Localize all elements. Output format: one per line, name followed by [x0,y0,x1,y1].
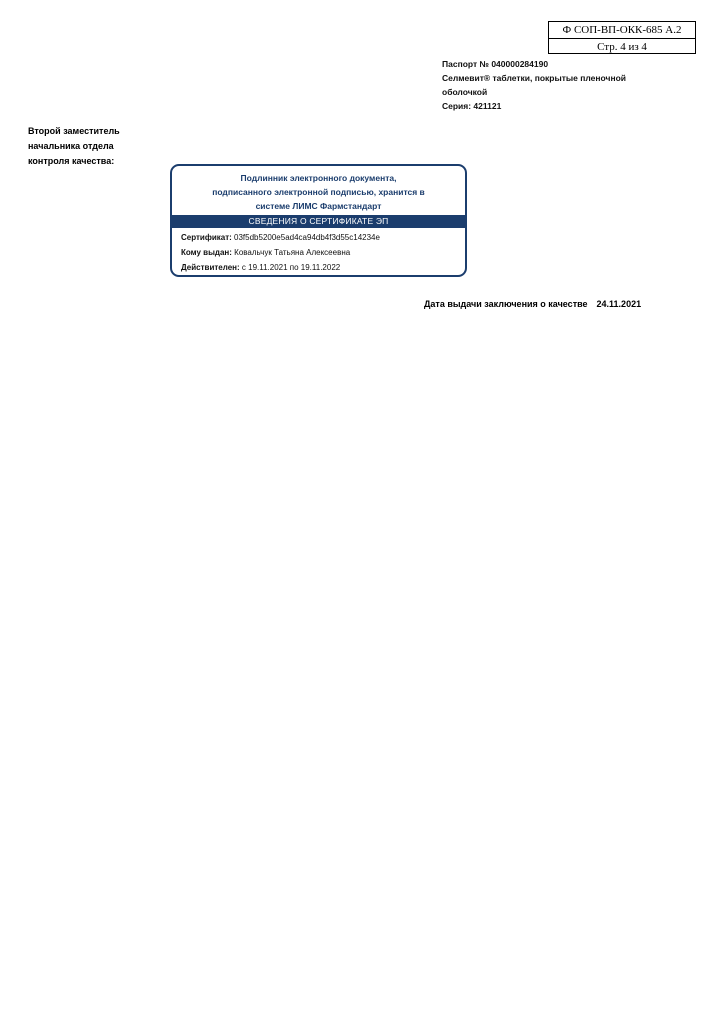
issued-to-label: Кому выдан: [181,248,232,257]
valid-label: Действителен: [181,263,240,272]
valid-value: с 19.11.2021 по 19.11.2022 [241,263,341,272]
stamp-issued-to-line [172,245,465,260]
stamp-validity-line [172,260,465,275]
passport-number: Паспорт № 040000284190 [442,59,549,69]
stamp-header-line3: системе ЛИМС Фармстандарт [255,201,382,211]
signer-title [28,124,148,169]
signer-line2: начальника отдела [28,141,114,151]
electronic-signature-stamp [170,164,467,277]
stamp-certificate-title: СВЕДЕНИЯ О СЕРТИФИКАТЕ ЭП [172,215,465,228]
product-name-line2: оболочкой [442,87,488,97]
stamp-header-line1: Подлинник электронного документа, [240,173,397,183]
certificate-label: Сертификат: [181,233,232,242]
signer-line1: Второй заместитель [28,126,120,136]
issue-date-line [424,297,641,311]
stamp-header [172,166,465,213]
issue-date-label: Дата выдачи заключения о качестве [424,299,588,309]
passport-info [442,57,642,113]
product-name-line1: Селмевит® таблетки, покрытые пленочной [442,73,627,83]
stamp-certificate-line [172,230,465,245]
series-number: Серия: 421121 [442,101,502,111]
certificate-value: 03f5db5200e5ad4ca94db4f3d55c14234e [234,233,380,242]
document-code: Ф СОП-ВП-ОКК-685 А.2 [562,24,682,36]
document-code-box [548,21,696,54]
signer-line3: контроля качества: [28,156,115,166]
issue-date-value: 24.11.2021 [596,299,642,309]
page-info: Стр. 4 из 4 [549,38,695,55]
stamp-header-line2: подписанного электронной подписью, хранится в [212,187,425,197]
issued-to-value: Ковальчук Татьяна Алексеевна [234,248,351,257]
